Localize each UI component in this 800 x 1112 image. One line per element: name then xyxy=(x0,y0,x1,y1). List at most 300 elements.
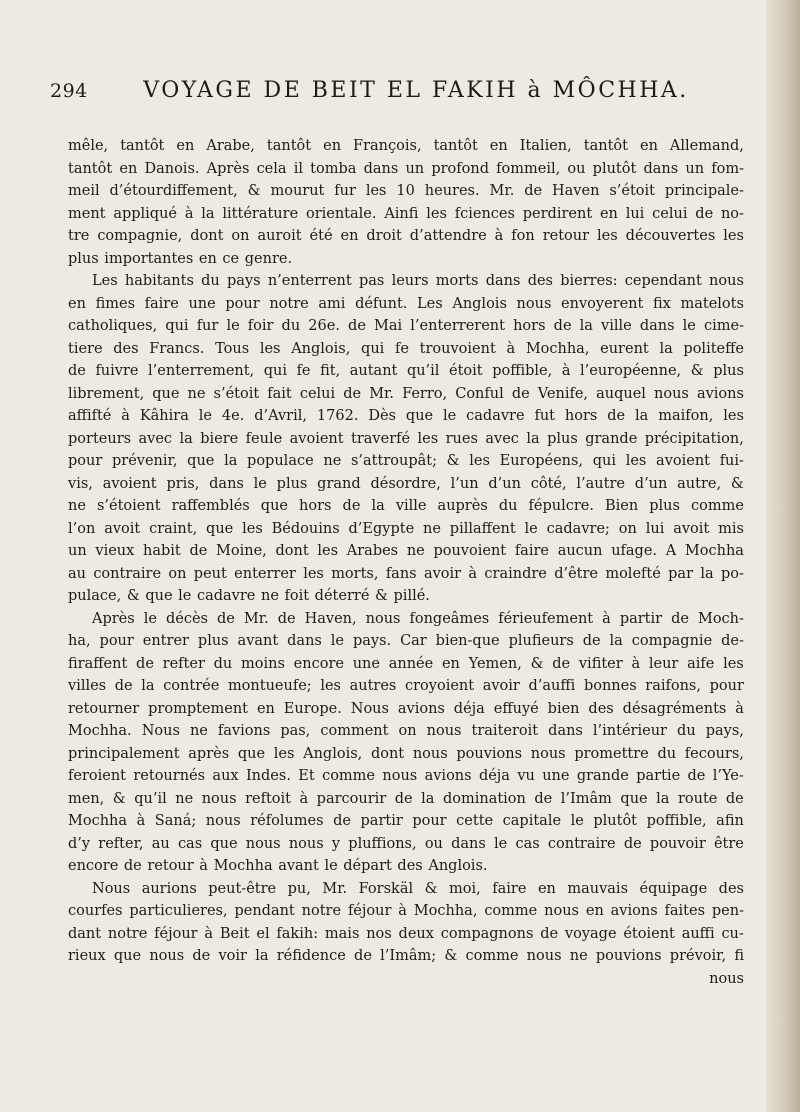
word: fépulcre. xyxy=(528,498,594,514)
word: un xyxy=(68,543,87,559)
word: tantôt xyxy=(266,138,312,154)
word: de xyxy=(136,655,154,672)
word: à xyxy=(506,340,516,357)
word: faire xyxy=(144,295,179,312)
word: partie xyxy=(636,768,681,784)
text-line xyxy=(68,158,744,181)
text-line xyxy=(68,473,744,496)
word: que xyxy=(187,453,215,469)
word: avions xyxy=(397,700,445,717)
word: dans xyxy=(363,160,399,177)
word: notre xyxy=(269,295,309,312)
word: A xyxy=(665,543,677,559)
word: les xyxy=(303,565,324,582)
word: l’on xyxy=(68,520,96,537)
word: voir xyxy=(218,948,247,964)
word: de xyxy=(524,183,543,199)
word: que xyxy=(113,948,142,964)
word: défunt. xyxy=(355,295,408,312)
word: tantôt xyxy=(68,160,113,177)
word: de xyxy=(725,790,744,807)
text-line xyxy=(68,720,744,743)
word: nous xyxy=(201,790,237,807)
word: en xyxy=(68,295,86,312)
word: l’autre xyxy=(576,475,625,492)
word: meil xyxy=(68,183,100,199)
word: cela xyxy=(256,160,287,177)
word: de xyxy=(68,363,86,379)
word: ne xyxy=(187,385,206,402)
word: tomba xyxy=(310,160,357,177)
word: cette xyxy=(456,813,494,829)
word: auroit xyxy=(257,228,302,244)
word: le xyxy=(330,633,345,649)
word: mais xyxy=(324,925,360,942)
word: d’auffi xyxy=(528,678,576,694)
word: que xyxy=(237,745,266,762)
word: à xyxy=(602,610,611,627)
word: Indes. xyxy=(245,768,291,784)
word: à xyxy=(631,655,641,672)
word: de xyxy=(343,385,362,402)
word: grande xyxy=(576,768,629,784)
text-line: pulace, & que le cadavre ne foit déterré & pillé. xyxy=(68,588,430,604)
word: à xyxy=(561,363,571,379)
word: pas, xyxy=(280,723,311,739)
word: refter xyxy=(162,655,205,672)
word: raffemblés xyxy=(171,498,250,514)
word: avant xyxy=(237,633,279,649)
word: Dès xyxy=(368,408,396,424)
word: & xyxy=(530,655,544,672)
word: la xyxy=(700,565,714,582)
word: Venife, xyxy=(537,385,589,402)
word: d’un xyxy=(634,475,668,492)
word: peut-être xyxy=(208,880,277,897)
text-line xyxy=(68,563,744,586)
word: de- xyxy=(721,633,744,649)
word: cadavre xyxy=(466,408,525,424)
word: s’attroupât; xyxy=(350,453,437,469)
word: à xyxy=(398,903,407,919)
word: le xyxy=(443,408,457,424)
word: bien-que xyxy=(435,633,500,649)
word: plus xyxy=(649,498,680,514)
word: les xyxy=(597,228,618,244)
word: François, xyxy=(353,138,422,154)
word: de xyxy=(671,610,689,627)
word: ne xyxy=(189,723,208,739)
running-title: VOYAGE DE BEIT EL FAKIH à MÔCHHA. xyxy=(143,78,689,103)
word: autant xyxy=(349,363,398,379)
word: affifté xyxy=(68,408,112,424)
word: perdirent xyxy=(522,205,593,222)
word: & xyxy=(690,363,704,379)
word: l’européenne, xyxy=(580,363,682,379)
word: plus xyxy=(197,633,229,649)
word: on xyxy=(231,228,250,244)
word: plutôt xyxy=(592,160,637,177)
word: enterrer xyxy=(234,565,296,582)
word: tiere xyxy=(68,340,103,357)
text-line xyxy=(68,810,744,833)
word: été xyxy=(309,228,333,244)
word: nos xyxy=(366,925,392,942)
word: montueufe; xyxy=(227,678,312,694)
word: Mochha. xyxy=(68,723,132,739)
word: fommeil, xyxy=(496,160,561,177)
word: fi xyxy=(734,948,744,964)
word: Mochha xyxy=(684,543,744,559)
word: des xyxy=(113,340,139,357)
word: raifons, xyxy=(645,678,701,694)
word: pour xyxy=(412,813,447,829)
word: Italien, xyxy=(519,138,572,154)
word: en xyxy=(340,228,359,244)
word: qui xyxy=(165,318,189,334)
word: nous xyxy=(526,948,562,964)
word: des xyxy=(588,700,614,717)
word: Francs. xyxy=(149,340,205,357)
text-line xyxy=(68,383,744,406)
word: traverfé xyxy=(351,430,411,447)
word: en xyxy=(639,138,658,154)
word: matelots xyxy=(680,295,744,312)
word: pouvions xyxy=(456,745,523,762)
word: de xyxy=(277,610,296,627)
word: Bien xyxy=(605,498,639,514)
word: Haven xyxy=(552,183,600,199)
word: ha, xyxy=(68,633,91,649)
word: orientale. xyxy=(305,205,377,222)
page-header xyxy=(50,78,742,108)
word: pen- xyxy=(711,903,744,919)
word: el xyxy=(256,925,270,942)
word: po- xyxy=(720,565,744,582)
word: partir xyxy=(619,610,663,627)
text-line xyxy=(68,315,744,338)
word: Anglois xyxy=(452,295,507,312)
text-line xyxy=(68,833,744,856)
word: désagréments xyxy=(622,700,727,717)
word: porteurs xyxy=(68,430,132,447)
word: fom- xyxy=(711,160,744,177)
word: feule xyxy=(245,430,283,447)
word: Après xyxy=(92,610,135,627)
word: bierres: xyxy=(560,273,618,289)
word: en xyxy=(537,880,556,897)
word: Mr. xyxy=(369,385,394,402)
word: cu- xyxy=(721,925,744,942)
word: à xyxy=(299,790,309,807)
word: de xyxy=(217,610,235,627)
word: dont xyxy=(370,745,405,762)
word: pris, xyxy=(166,475,200,492)
word: compagnie xyxy=(631,633,713,649)
word: à xyxy=(184,205,194,222)
word: d’y xyxy=(68,835,91,852)
word: la xyxy=(371,498,385,514)
word: notre xyxy=(301,903,342,919)
word: en xyxy=(176,138,195,154)
text-line xyxy=(68,518,744,541)
word: de xyxy=(534,790,553,807)
word: fe xyxy=(296,363,311,379)
word: villes xyxy=(68,678,107,694)
word: l’un xyxy=(450,475,479,492)
word: traiteroit xyxy=(471,723,539,739)
word: Et xyxy=(298,768,315,784)
text-line xyxy=(68,405,744,428)
word: après xyxy=(188,745,230,762)
word: le xyxy=(143,610,157,627)
word: Anglois, xyxy=(303,745,363,762)
word: avoit xyxy=(673,520,710,537)
word: Conful xyxy=(455,385,504,402)
word: y xyxy=(331,835,341,852)
word: compagnie, xyxy=(97,228,183,244)
word: leurs xyxy=(391,273,429,289)
word: heures. xyxy=(424,183,480,199)
word: la xyxy=(179,430,193,447)
word: Ainfi xyxy=(384,205,419,222)
word: n’enterrent xyxy=(267,273,352,289)
word: nous xyxy=(365,610,401,627)
word: un xyxy=(405,160,425,177)
text-line xyxy=(68,203,744,226)
word: fait xyxy=(267,385,292,402)
word: avec xyxy=(485,430,519,447)
word: les xyxy=(242,520,263,537)
word: avions xyxy=(610,903,658,919)
word: aucun xyxy=(557,543,603,559)
word: Danois. xyxy=(144,160,200,177)
word: avoir xyxy=(482,678,520,694)
word: de xyxy=(687,768,706,784)
word: fur xyxy=(196,318,219,334)
word: comment xyxy=(320,723,389,739)
word: Nous xyxy=(141,723,180,739)
word: Mai xyxy=(374,318,403,334)
word: pluffions, xyxy=(348,835,417,852)
word: hors xyxy=(299,498,332,514)
word: décès xyxy=(165,610,208,627)
word: les xyxy=(426,205,447,222)
word: mauvais xyxy=(567,880,629,897)
text-line xyxy=(68,900,744,923)
word: le xyxy=(198,408,212,424)
word: 26e. xyxy=(308,318,340,334)
word: & xyxy=(730,475,744,492)
word: en xyxy=(585,903,604,919)
word: réfolumes xyxy=(250,813,324,829)
word: les xyxy=(723,655,744,672)
word: afin xyxy=(716,813,744,829)
word: fans xyxy=(385,565,417,582)
word: étoient xyxy=(623,925,675,942)
word: Mr. xyxy=(489,183,515,199)
word: fuivre xyxy=(95,363,139,379)
word: celui xyxy=(652,205,688,222)
word: aife xyxy=(687,655,715,672)
word: retournés xyxy=(133,768,206,784)
word: Ferro, xyxy=(402,385,448,402)
word: comme xyxy=(484,903,538,919)
word: hors xyxy=(513,318,546,334)
word: notre xyxy=(107,925,148,942)
word: nous xyxy=(412,745,448,762)
word: la xyxy=(224,453,238,469)
word: l’Imâm; xyxy=(380,948,437,964)
word: à xyxy=(468,565,478,582)
word: dans xyxy=(287,633,322,649)
word: fix xyxy=(652,295,671,312)
word: & xyxy=(446,453,460,469)
word: vis, xyxy=(68,475,93,492)
word: la xyxy=(635,408,649,424)
text-line xyxy=(68,338,744,361)
word: vifiter xyxy=(578,655,623,672)
word: d’un xyxy=(488,475,521,492)
word: nous xyxy=(382,768,418,784)
word: découvertes xyxy=(625,228,716,244)
word: comme xyxy=(465,948,519,964)
word: au xyxy=(151,835,170,852)
word: auquel xyxy=(596,385,646,402)
word: Après xyxy=(206,160,250,177)
word: de xyxy=(342,498,361,514)
word: que xyxy=(405,408,434,424)
word: ou xyxy=(567,160,586,177)
word: en xyxy=(119,160,138,177)
word: envoyerent xyxy=(561,295,644,312)
word: d’Egypte xyxy=(348,520,415,537)
word: croyoient xyxy=(405,678,475,694)
word: avoir xyxy=(423,565,462,582)
word: ne xyxy=(175,790,194,807)
word: & xyxy=(444,948,458,964)
word: à xyxy=(735,700,744,717)
word: le xyxy=(226,318,240,334)
word: pour xyxy=(68,453,103,469)
text-line: encore de retour à Mochha avant le départ des Anglois. xyxy=(68,858,488,874)
word: habit xyxy=(143,543,181,559)
word: du xyxy=(201,273,220,289)
word: fut xyxy=(534,408,555,424)
word: la xyxy=(579,318,593,334)
word: le xyxy=(253,475,267,492)
word: réfidence xyxy=(276,948,346,964)
word: Beit xyxy=(219,925,250,942)
word: Moch- xyxy=(697,610,744,627)
word: Kâhira xyxy=(139,408,189,424)
word: de xyxy=(553,318,572,334)
word: de xyxy=(348,318,366,334)
word: des xyxy=(527,273,553,289)
word: moi, xyxy=(449,880,481,897)
word: ne xyxy=(406,543,425,559)
word: ville xyxy=(395,498,427,514)
word: ne xyxy=(323,453,342,469)
word: que xyxy=(620,790,648,807)
text-line xyxy=(68,608,744,631)
word: être xyxy=(713,835,744,852)
text-line xyxy=(68,450,744,473)
word: à xyxy=(204,925,214,942)
word: principalement xyxy=(68,745,180,762)
word: Mochha, xyxy=(413,903,478,919)
word: entrer xyxy=(142,633,189,649)
word: en xyxy=(441,655,460,672)
word: en xyxy=(599,205,618,222)
word: dont xyxy=(275,543,309,559)
word: fit, xyxy=(320,363,341,379)
word: ami xyxy=(318,295,346,312)
word: d’Avril, xyxy=(254,408,308,424)
word: avoient xyxy=(656,453,710,469)
word: Mochha xyxy=(68,813,128,829)
word: prévoir, xyxy=(669,948,727,964)
word: les xyxy=(259,340,281,357)
word: men, xyxy=(68,790,105,807)
word: domination xyxy=(442,790,526,807)
word: ment xyxy=(68,205,106,222)
word: pour xyxy=(709,678,744,694)
word: tantôt xyxy=(583,138,628,154)
word: promptement xyxy=(148,700,249,717)
word: pour xyxy=(99,633,134,649)
word: droit xyxy=(366,228,402,244)
word: Arabe, xyxy=(206,138,255,154)
word: on xyxy=(618,520,637,537)
word: plus xyxy=(547,430,578,447)
word: fciences xyxy=(454,205,515,222)
word: dans xyxy=(639,318,675,334)
word: Mr. xyxy=(243,610,269,627)
word: partir xyxy=(360,813,403,829)
word: bien xyxy=(547,700,580,717)
word: auffi xyxy=(681,925,715,942)
word: Européens, xyxy=(499,453,584,469)
word: aurions xyxy=(141,880,197,897)
word: librement, xyxy=(68,385,145,402)
word: courfes xyxy=(68,903,123,919)
word: férieufement xyxy=(498,610,594,627)
word: qu’il xyxy=(134,790,167,807)
word: nous xyxy=(288,835,324,852)
text-line xyxy=(68,540,744,563)
word: ufage. xyxy=(611,543,658,559)
word: une xyxy=(542,768,570,784)
word: tantôt xyxy=(433,138,478,154)
word: fur xyxy=(334,183,356,199)
word: deux xyxy=(398,925,434,942)
word: fongeâmes xyxy=(409,610,490,627)
word: peut xyxy=(193,565,227,582)
text-line xyxy=(68,698,744,721)
word: 4e. xyxy=(221,408,245,424)
word: Anglois, xyxy=(291,340,351,357)
word: ville xyxy=(601,318,632,334)
word: pays xyxy=(227,273,261,289)
word: foir xyxy=(247,318,274,334)
word: avoit xyxy=(104,520,141,537)
word: cime- xyxy=(704,318,744,334)
word: par xyxy=(668,565,693,582)
word: l’enterrement, xyxy=(148,363,255,379)
text-line: plus importantes en ce genre. xyxy=(68,250,293,267)
word: avec xyxy=(138,430,173,447)
